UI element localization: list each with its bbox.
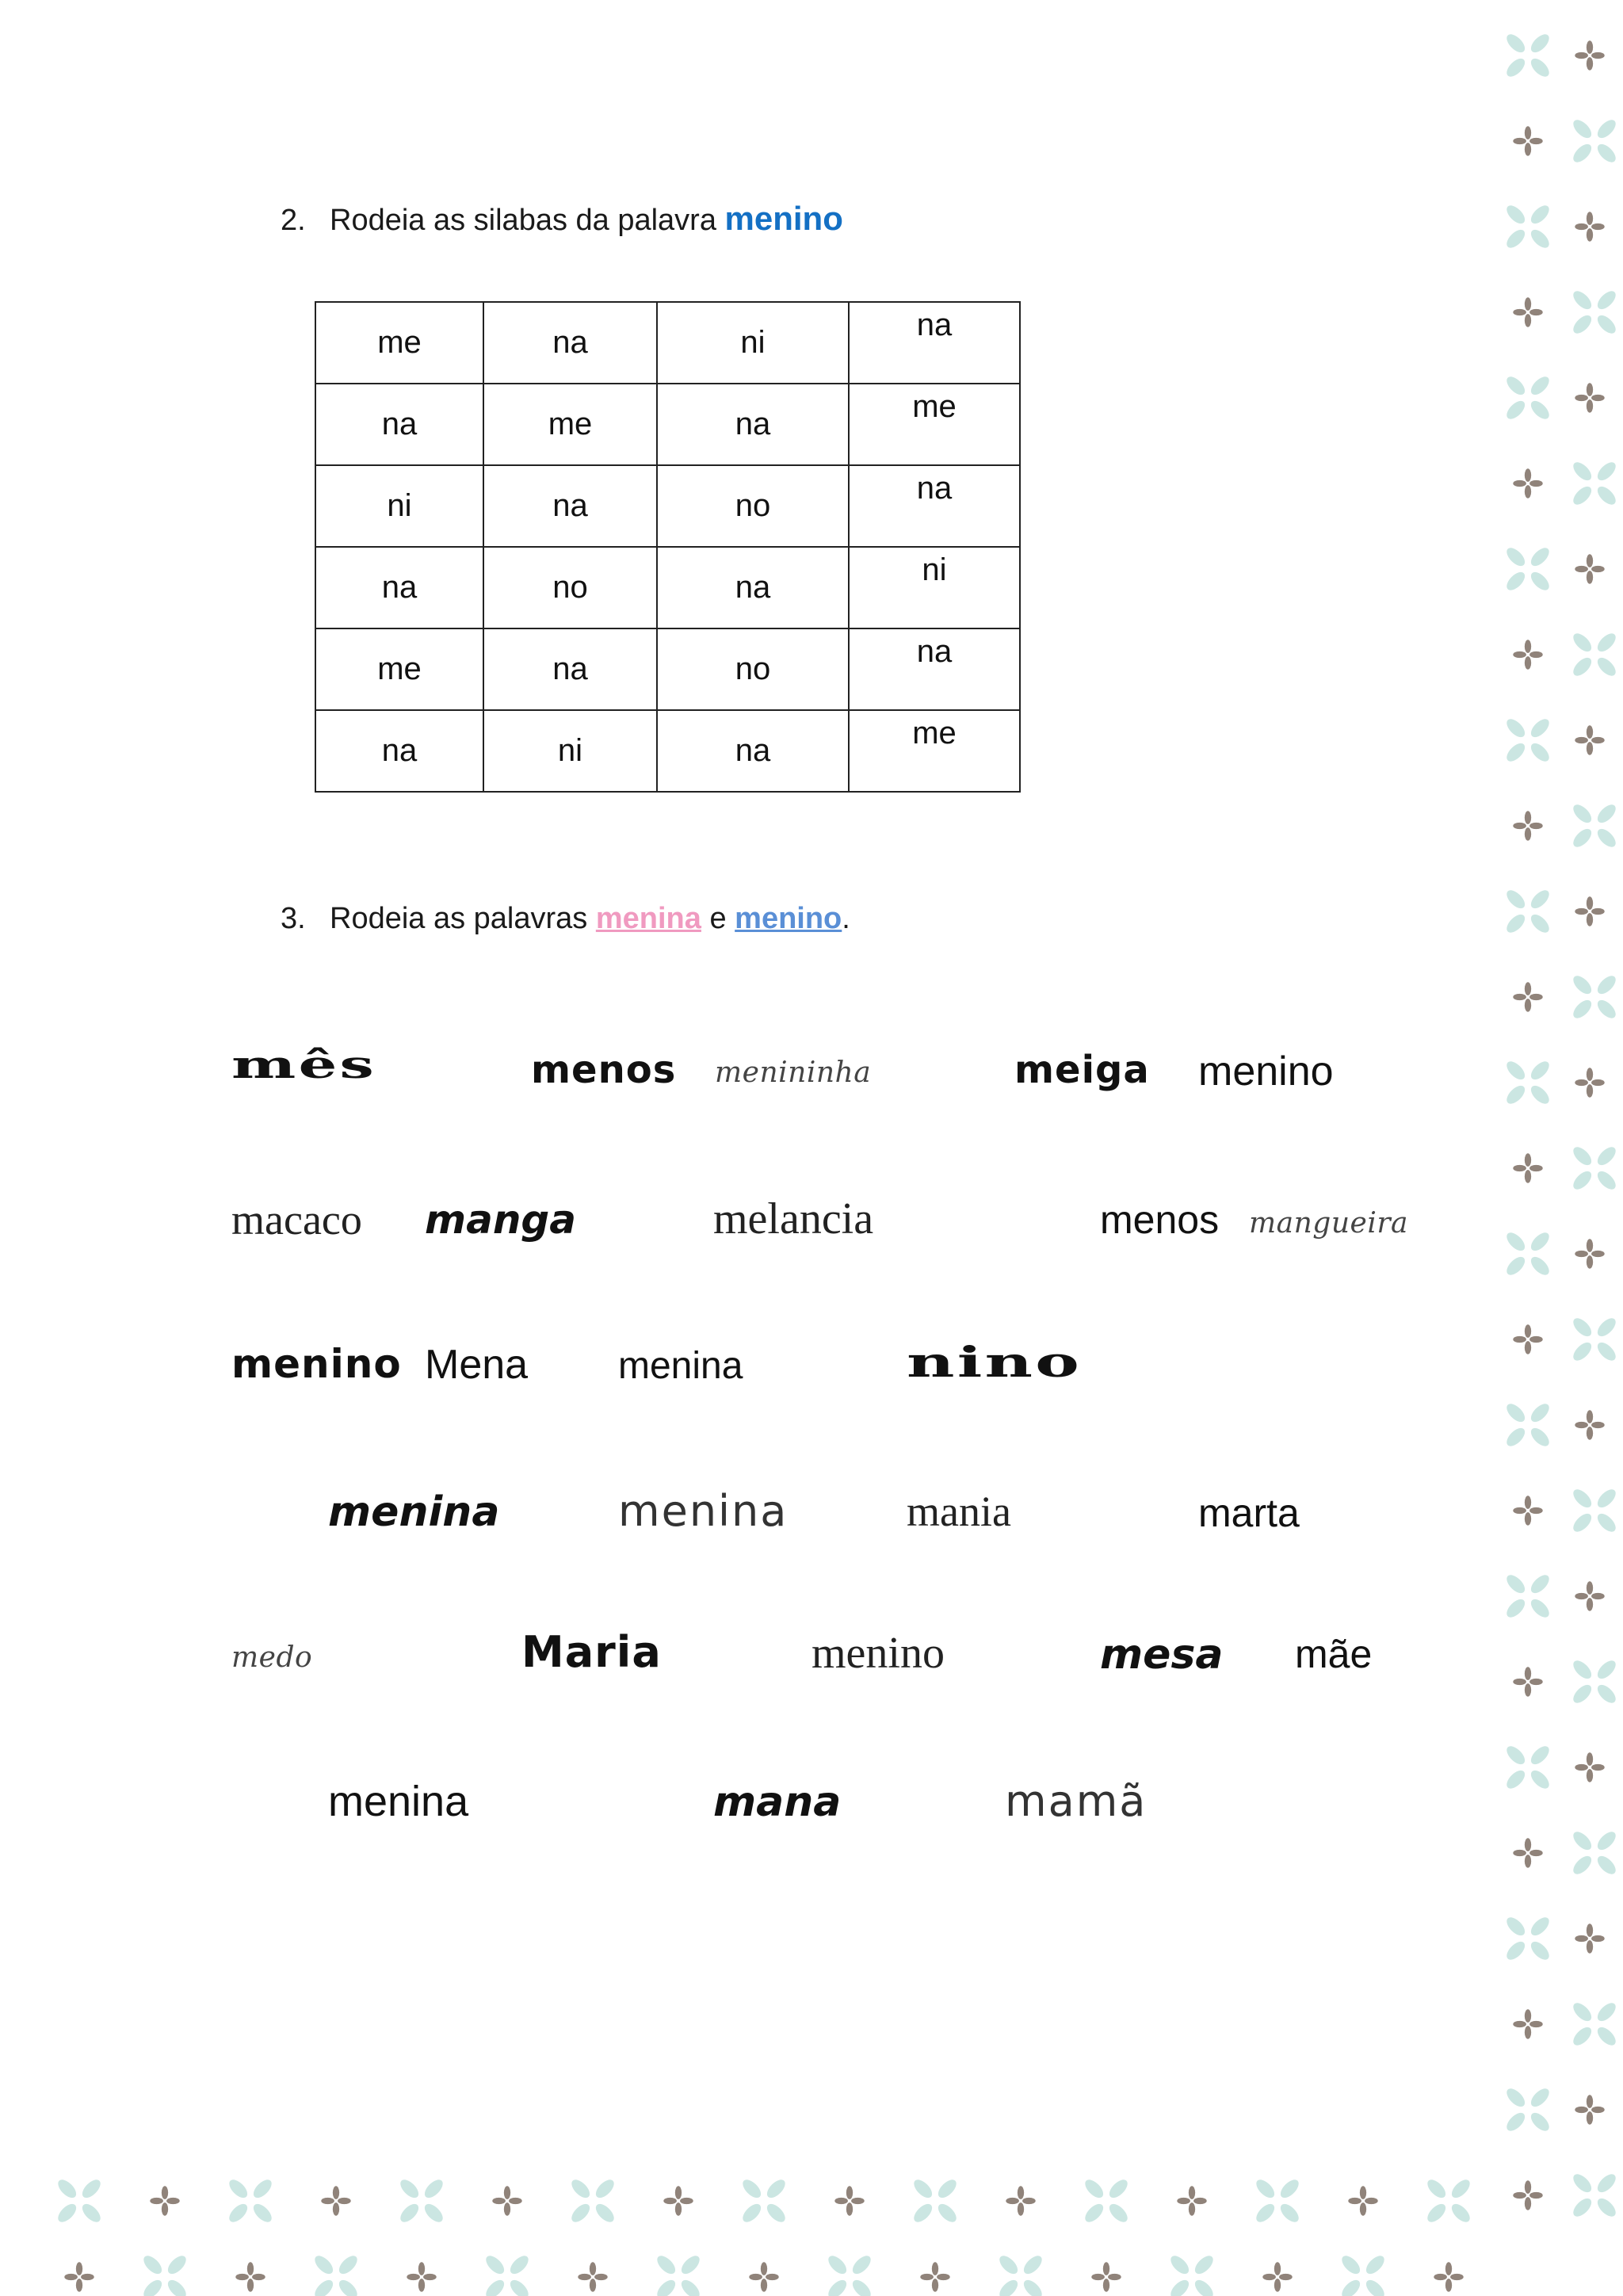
leaf-flower-icon xyxy=(825,2252,873,2296)
small-flower-icon xyxy=(1575,1410,1604,1439)
small-flower-icon xyxy=(1348,2186,1377,2215)
bottom-floral-border xyxy=(0,2153,1623,2296)
leaf-flower-icon xyxy=(1503,2085,1552,2134)
leaf-flower-icon xyxy=(654,2252,702,2296)
small-flower-icon xyxy=(1513,126,1542,155)
small-flower-icon xyxy=(150,2186,179,2215)
table-cell[interactable]: na xyxy=(849,628,1020,710)
small-flower-icon xyxy=(492,2186,521,2215)
leaf-flower-icon xyxy=(1570,288,1618,336)
leaf-flower-icon xyxy=(140,2252,189,2296)
leaf-flower-icon xyxy=(1570,972,1618,1021)
table-cell[interactable]: me xyxy=(315,302,483,384)
leaf-flower-icon xyxy=(1570,630,1618,678)
table-cell[interactable]: na xyxy=(657,384,849,465)
table-cell[interactable]: na xyxy=(483,628,657,710)
leaf-flower-icon xyxy=(1503,202,1552,250)
small-flower-icon xyxy=(1575,554,1604,583)
table-cell[interactable]: no xyxy=(657,465,849,547)
question-3-text: Rodeia as palavras xyxy=(330,902,596,935)
leaf-flower-icon xyxy=(1570,459,1618,507)
leaf-flower-icon xyxy=(1338,2252,1387,2296)
word-item[interactable]: mesa xyxy=(1100,1631,1224,1679)
small-flower-icon xyxy=(321,2186,350,2215)
leaf-flower-icon xyxy=(1253,2176,1301,2225)
leaf-flower-icon xyxy=(1503,373,1552,422)
small-flower-icon xyxy=(1575,40,1604,70)
small-flower-icon xyxy=(1575,1239,1604,1268)
word-item[interactable]: Maria xyxy=(521,1627,662,1677)
leaf-flower-icon xyxy=(226,2176,274,2225)
table-row xyxy=(315,710,1020,792)
leaf-flower-icon xyxy=(996,2252,1044,2296)
small-flower-icon xyxy=(1513,1153,1542,1182)
table-row xyxy=(315,302,1020,384)
table-cell[interactable]: na xyxy=(657,710,849,792)
word-item[interactable]: Mena xyxy=(425,1342,529,1388)
word-item[interactable]: menina xyxy=(328,1778,469,1825)
word-item[interactable]: medo xyxy=(231,1641,313,1674)
table-cell[interactable]: ni xyxy=(483,710,657,792)
leaf-flower-icon xyxy=(1570,1828,1618,1877)
leaf-flower-icon xyxy=(1570,1315,1618,1363)
leaf-flower-icon xyxy=(568,2176,617,2225)
word-item[interactable]: menino xyxy=(812,1629,945,1678)
small-flower-icon xyxy=(1177,2186,1206,2215)
table-row xyxy=(315,465,1020,547)
table-cell[interactable]: na xyxy=(849,465,1020,547)
leaf-flower-icon xyxy=(1503,1229,1552,1278)
small-flower-icon xyxy=(407,2262,436,2291)
table-cell[interactable]: me xyxy=(849,384,1020,465)
small-flower-icon xyxy=(1513,2009,1542,2038)
small-flower-icon xyxy=(1006,2186,1035,2215)
question-3-word-menina: menina xyxy=(595,902,701,935)
small-flower-icon xyxy=(1575,383,1604,412)
leaf-flower-icon xyxy=(1503,1058,1552,1106)
question-2 xyxy=(281,200,843,238)
table-row xyxy=(315,384,1020,465)
leaf-flower-icon xyxy=(483,2252,531,2296)
table-cell[interactable]: na xyxy=(315,547,483,628)
small-flower-icon xyxy=(235,2262,265,2291)
word-item[interactable]: mangueira xyxy=(1249,1207,1409,1240)
small-flower-icon xyxy=(1513,1838,1542,1867)
small-flower-icon xyxy=(1575,1752,1604,1782)
table-cell[interactable]: me xyxy=(315,628,483,710)
small-flower-icon xyxy=(1575,1068,1604,1097)
word-item[interactable]: menininha xyxy=(715,1056,872,1089)
question-2-text: Rodeia as silabas da palavra xyxy=(330,204,725,237)
leaf-flower-icon xyxy=(1503,31,1552,79)
small-flower-icon xyxy=(1513,1324,1542,1354)
small-flower-icon xyxy=(1262,2262,1292,2291)
table-cell[interactable]: no xyxy=(657,628,849,710)
small-flower-icon xyxy=(834,2186,864,2215)
table-cell[interactable]: me xyxy=(849,710,1020,792)
small-flower-icon xyxy=(1575,725,1604,755)
word-item[interactable]: mania xyxy=(907,1488,1011,1535)
table-cell[interactable]: na xyxy=(315,384,483,465)
table-cell[interactable]: na xyxy=(315,710,483,792)
leaf-flower-icon xyxy=(1167,2252,1216,2296)
small-flower-icon xyxy=(920,2262,949,2291)
table-cell[interactable]: ni xyxy=(849,547,1020,628)
small-flower-icon xyxy=(1575,1924,1604,1953)
small-flower-icon xyxy=(1513,811,1542,840)
word-item[interactable]: menina xyxy=(618,1486,789,1536)
question-3-end: . xyxy=(842,902,850,935)
leaf-flower-icon xyxy=(739,2176,788,2225)
word-item[interactable]: nino xyxy=(907,1339,1082,1387)
word-item[interactable]: menina xyxy=(618,1345,743,1387)
small-flower-icon xyxy=(1091,2262,1121,2291)
leaf-flower-icon xyxy=(1082,2176,1130,2225)
small-flower-icon xyxy=(64,2262,94,2291)
table-row xyxy=(315,547,1020,628)
right-floral-border xyxy=(1496,0,1623,2296)
word-item[interactable]: menos xyxy=(531,1048,677,1092)
table-cell[interactable]: ni xyxy=(315,465,483,547)
small-flower-icon xyxy=(1513,640,1542,669)
table-cell[interactable]: me xyxy=(483,384,657,465)
small-flower-icon xyxy=(578,2262,607,2291)
small-flower-icon xyxy=(1575,212,1604,241)
word-item[interactable]: meiga xyxy=(1014,1048,1150,1092)
word-item[interactable]: manga xyxy=(425,1197,576,1243)
small-flower-icon xyxy=(1575,1581,1604,1610)
leaf-flower-icon xyxy=(1503,1572,1552,1620)
table-cell[interactable]: na xyxy=(483,302,657,384)
leaf-flower-icon xyxy=(1570,1486,1618,1534)
leaf-flower-icon xyxy=(1503,716,1552,764)
small-flower-icon xyxy=(1513,1667,1542,1696)
leaf-flower-icon xyxy=(55,2176,103,2225)
small-flower-icon xyxy=(749,2262,778,2291)
small-flower-icon xyxy=(1434,2262,1463,2291)
table-cell[interactable]: na xyxy=(849,302,1020,384)
question-2-number: 2. xyxy=(281,204,306,237)
table-cell[interactable]: na xyxy=(483,465,657,547)
small-flower-icon xyxy=(1513,1496,1542,1525)
leaf-flower-icon xyxy=(1570,801,1618,850)
word-item[interactable]: melancia xyxy=(713,1194,874,1244)
word-item[interactable]: marta xyxy=(1198,1491,1300,1535)
question-2-target-word: menino xyxy=(724,200,843,237)
syllable-table xyxy=(315,301,1021,793)
word-item[interactable]: menina xyxy=(328,1488,500,1536)
leaf-flower-icon xyxy=(1503,544,1552,593)
word-item[interactable]: menino xyxy=(1198,1049,1334,1095)
leaf-flower-icon xyxy=(311,2252,360,2296)
leaf-flower-icon xyxy=(1570,2000,1618,2048)
question-3-connector: e xyxy=(701,902,735,935)
leaf-flower-icon xyxy=(911,2176,959,2225)
word-item[interactable]: macaco xyxy=(231,1196,362,1244)
question-3-number: 3. xyxy=(281,902,306,935)
word-item[interactable]: mana xyxy=(713,1778,842,1826)
leaf-flower-icon xyxy=(1503,1914,1552,1962)
small-flower-icon xyxy=(1513,468,1542,498)
question-3 xyxy=(281,902,850,936)
word-item[interactable]: mamã xyxy=(1005,1776,1148,1826)
leaf-flower-icon xyxy=(1503,887,1552,935)
question-3-word-menino: menino xyxy=(735,902,842,935)
word-item[interactable]: mês xyxy=(231,1043,376,1087)
leaf-flower-icon xyxy=(1570,1144,1618,1192)
small-flower-icon xyxy=(1513,982,1542,1011)
small-flower-icon xyxy=(663,2186,693,2215)
small-flower-icon xyxy=(1575,2095,1604,2124)
table-cell[interactable]: ni xyxy=(657,302,849,384)
leaf-flower-icon xyxy=(1424,2176,1472,2225)
leaf-flower-icon xyxy=(1570,1657,1618,1706)
leaf-flower-icon xyxy=(1503,1400,1552,1449)
table-cell[interactable]: no xyxy=(483,547,657,628)
small-flower-icon xyxy=(1575,896,1604,926)
table-cell[interactable]: na xyxy=(657,547,849,628)
leaf-flower-icon xyxy=(1570,117,1618,165)
word-item[interactable]: menos xyxy=(1100,1198,1220,1242)
small-flower-icon xyxy=(1513,297,1542,327)
word-item[interactable]: menino xyxy=(231,1341,402,1387)
table-row xyxy=(315,628,1020,710)
leaf-flower-icon xyxy=(1503,1743,1552,1791)
leaf-flower-icon xyxy=(397,2176,445,2225)
word-item[interactable]: mãe xyxy=(1295,1632,1373,1676)
